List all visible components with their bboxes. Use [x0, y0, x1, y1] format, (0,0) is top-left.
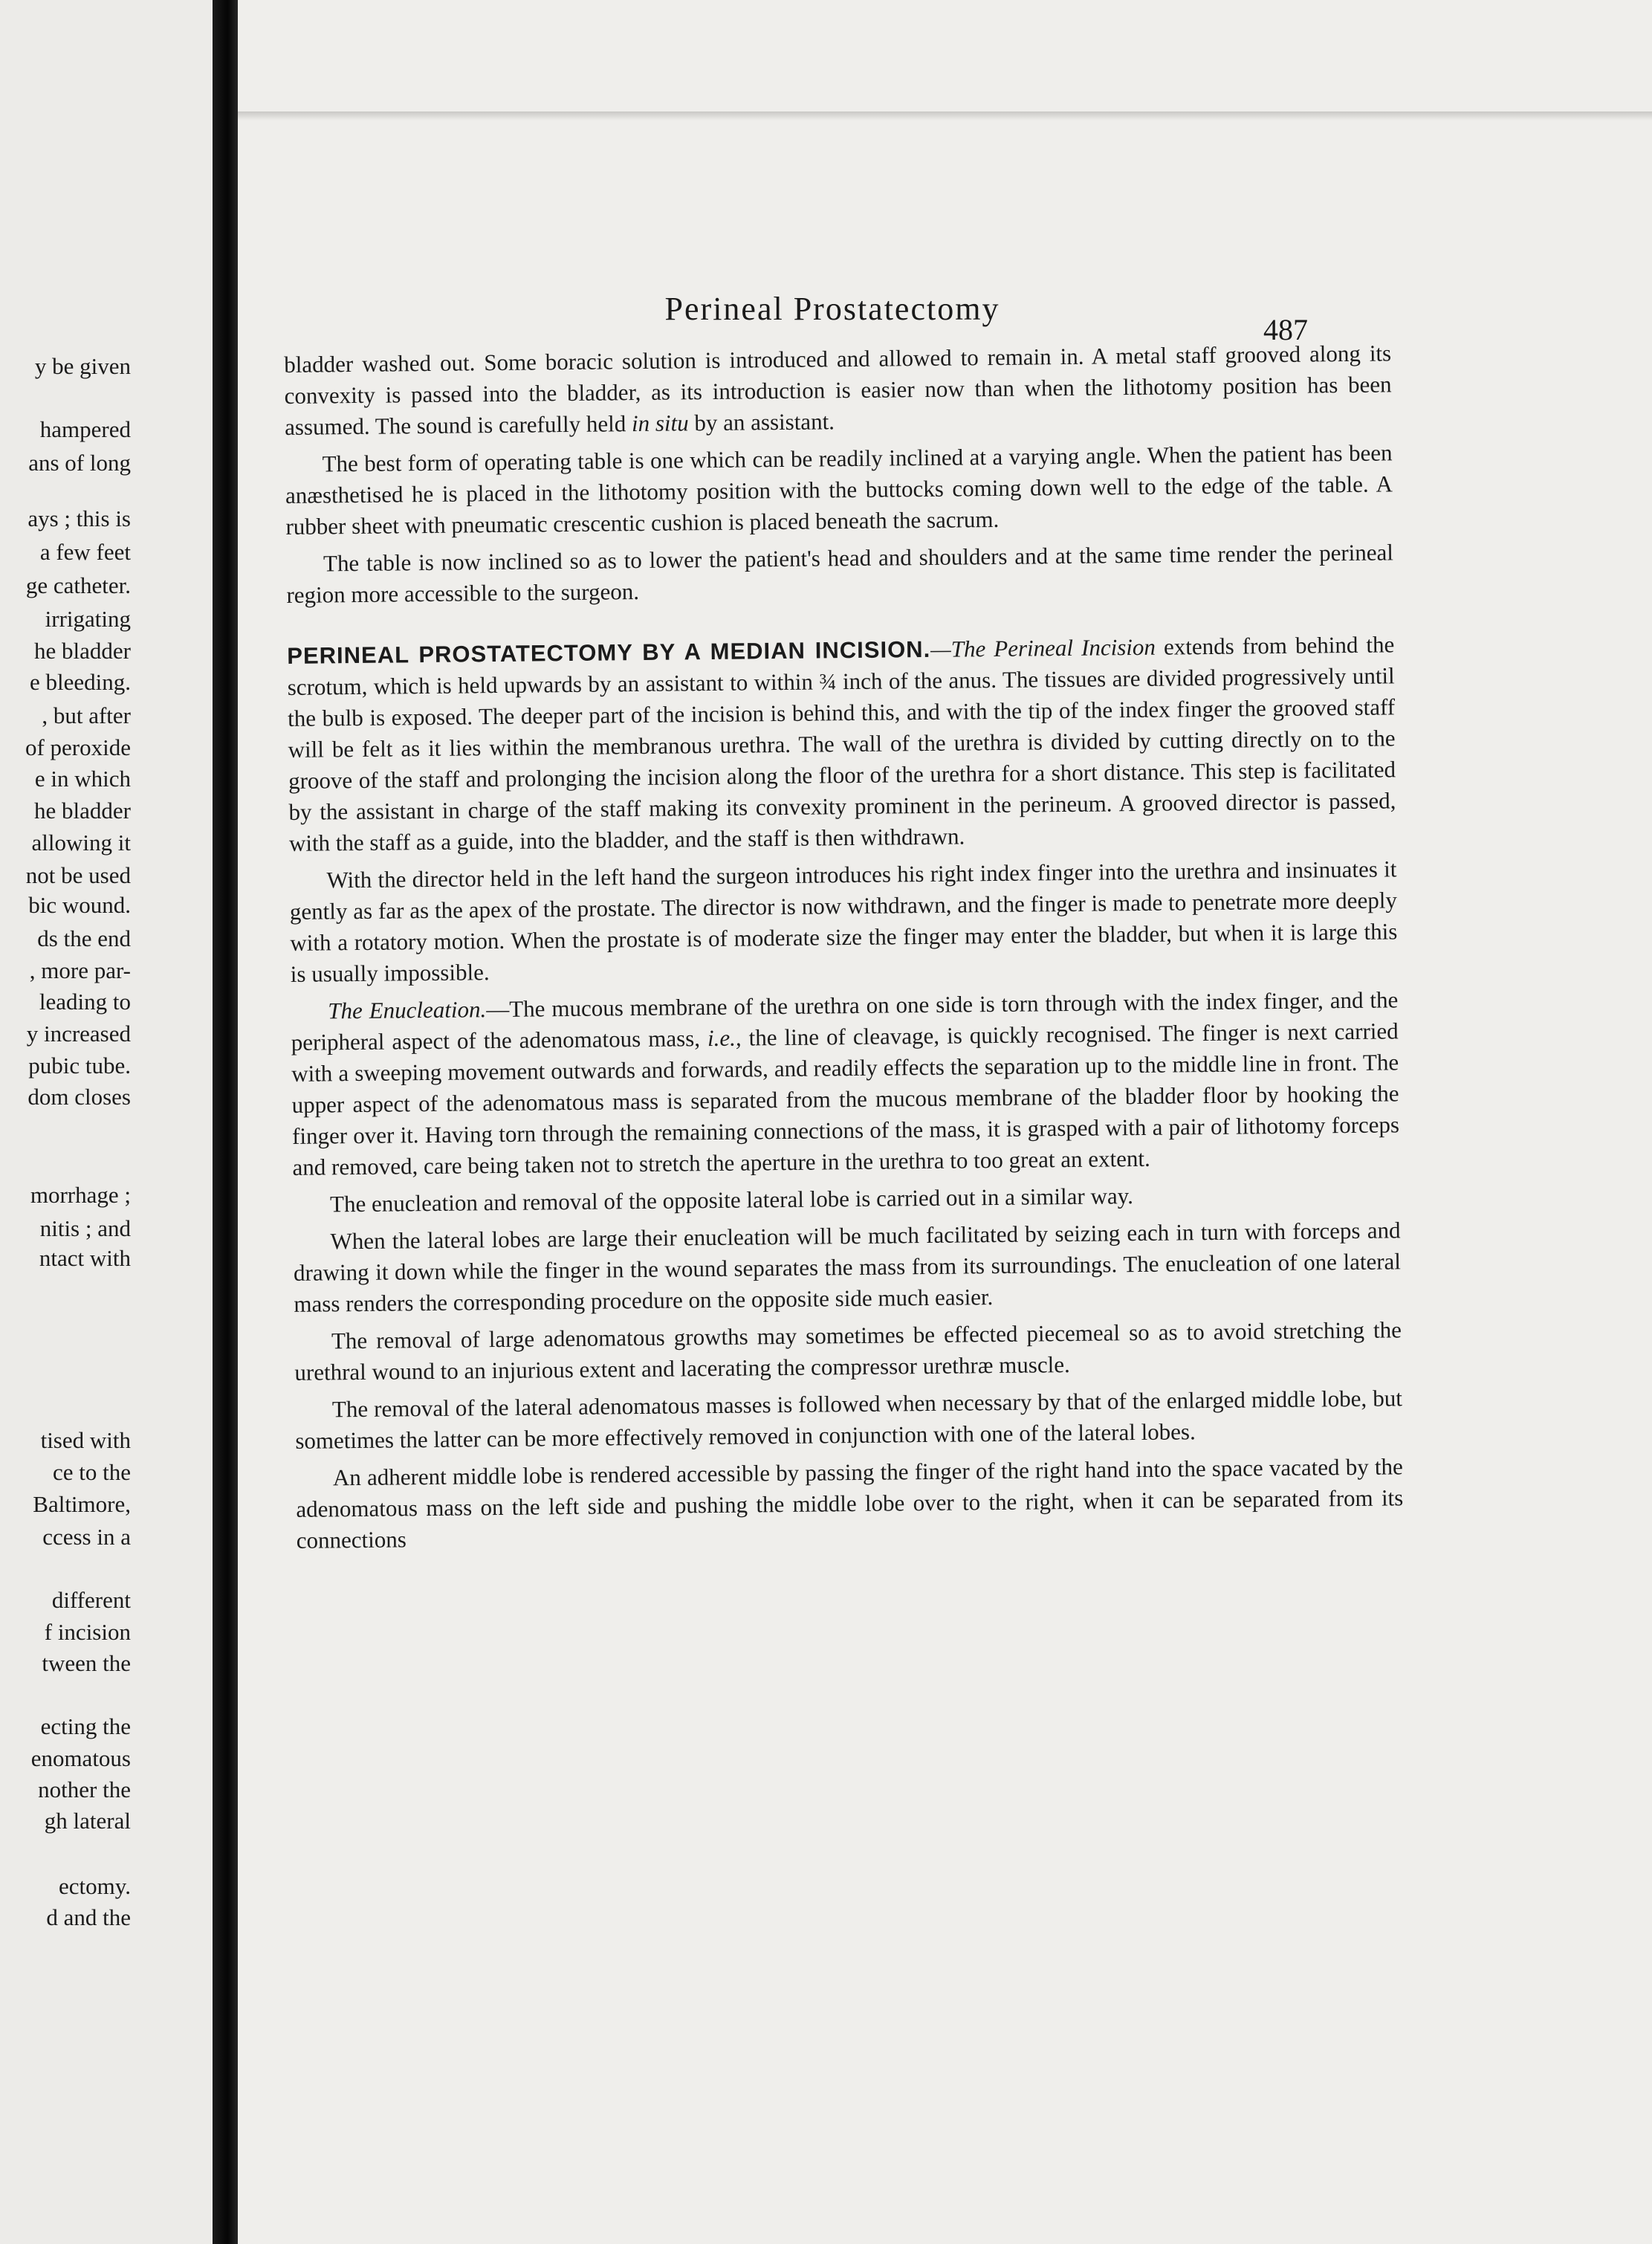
left-page-text-fragment: ays ; this is: [27, 505, 131, 531]
left-page-text-fragment: allowing it: [31, 830, 131, 856]
left-page-text-fragment: not be used: [25, 862, 131, 888]
paragraph: The Enucleation.—The mucous membrane of the urethra on one side is torn through with the index finger, and the peripheral aspect of the adenomatous mass, i.e., the line of cleavage, is quickly recognised. The finger is next carried with a sweeping movement outwards and forwards, and readily effects the separation up to the middle line in front. The upper aspect of the adenomatous mass is separated from the mucous membrane of the bladder floor by hooking the finger over it. Having torn through the remaining connections of the mass, it is grasped with a pair of lithotomy forceps and removed, care being taken not to stretch the aperture in the urethra to too great an extent.: [291, 986, 1400, 1180]
left-page-text-fragment: irrigating: [45, 606, 131, 632]
left-page-text-fragment: ccess in a: [42, 1524, 131, 1550]
left-page-text-fragment: of peroxide: [25, 734, 131, 760]
left-page-text-fragment: he bladder: [34, 638, 131, 664]
left-facing-page: [0, 0, 213, 2244]
paragraph: The enucleation and removal of the opposite lateral lobe is carried out in a similar way.: [329, 1183, 1134, 1218]
left-page-text-fragment: tween the: [42, 1650, 131, 1676]
left-page-text-fragment: nother the: [38, 1776, 131, 1802]
left-page-text-fragment: ans of long: [28, 450, 131, 476]
left-page-text-fragment: e in which: [34, 766, 131, 792]
book-page: [238, 0, 1652, 2244]
page-number: 487: [1263, 313, 1308, 346]
left-page-text-fragment: a few feet: [39, 539, 131, 565]
book-gutter: [213, 0, 238, 2244]
paragraph: The table is now inclined so as to lower the patient's head and shoulders and at the same time render the perineal region more accessible to the surgeon.: [286, 539, 1394, 608]
left-page-text-fragment: Baltimore,: [33, 1491, 131, 1517]
section-heading: PERINEAL PROSTATECTOMY BY A MEDIAN INCISION.: [287, 636, 931, 669]
section-paragraph: PERINEAL PROSTATECTOMY BY A MEDIAN INCISION.—The Perineal Incision extends from behind the scrotum, which is held upwards by an assistant to within ¾ inch of the anus. The tissues are divided progressively until the bulb is exposed. The deeper part of the incision is behind this, and with the tip of the index finger the grooved staff will be felt as it lies within the membranous urethra. The wall of the urethra is divided by cutting directly on to the groove of the staff and prolonging the incision along the floor of the urethra for a short distance. This step is facilitated by the assistant in charge of the staff making its convexity prominent in the perineum. A grooved director is passed, with the staff as a guide, into the bladder, and the staff is then withdrawn.: [287, 631, 1396, 856]
body-text: [284, 337, 1404, 1562]
left-page-text-fragment: ds the end: [37, 925, 131, 951]
left-page-text-fragment: ecting the: [40, 1713, 131, 1739]
left-page-text-fragment: enomatous: [30, 1745, 131, 1771]
paragraph: The removal of large adenomatous growths may sometimes be effected piecemeal so as to avoid stretching the urethral wound to an injurious extent and lacerating the compressor urethræ muscle.: [294, 1316, 1402, 1385]
left-page-text-fragment: tised with: [40, 1427, 131, 1453]
left-page-text-fragment: hampered: [39, 416, 131, 442]
left-page-text-fragment: y increased: [26, 1021, 131, 1047]
left-page-text-fragment: y be given: [34, 353, 131, 379]
running-header-title: Perineal Prostatectomy: [664, 291, 1000, 327]
paragraph: The removal of the lateral adenomatous masses is followed when necessary by that of the enlarged middle lobe, but sometimes the latter can be more effectively removed in conjunction with one of the lateral lobes.: [295, 1385, 1403, 1454]
left-page-text-fragment: he bladder: [34, 798, 131, 824]
left-page-text-fragment: ntact with: [39, 1245, 131, 1271]
paragraph: An adherent middle lobe is rendered accessible by passing the finger of the right hand into the space vacated by the adenomatous mass on the left side and pushing the middle lobe over to the right, when it can be separated from its connections: [296, 1453, 1404, 1553]
left-page-text-fragment: gh lateral: [44, 1808, 131, 1834]
paragraph: bladder washed out. Some boracic solution is introduced and allowed to remain in. A metal staff grooved along its convexity is passed into the bladder, as its introduction is easier now than when the lithotomy position has been assumed. The sound is carefully held in situ by an assistant.: [284, 340, 1392, 440]
left-page-text-fragment: ectomy.: [59, 1873, 131, 1899]
left-page-text-fragment: pubic tube.: [28, 1053, 131, 1079]
left-page-text-fragment: morrhage ;: [30, 1182, 131, 1208]
left-page-text-fragment: ge catheter.: [25, 572, 131, 598]
left-page-text-fragment: dom closes: [27, 1084, 131, 1110]
left-page-text-fragment: , more par-: [29, 957, 131, 983]
left-page-text-fragment: leading to: [39, 989, 131, 1015]
left-page-text-fragment: , but after: [42, 702, 131, 728]
left-page-text-fragment: different: [51, 1587, 131, 1613]
left-page-text-fragment: f incision: [44, 1619, 131, 1645]
paragraph: When the lateral lobes are large their enucleation will be much facilitated by seizing each in turn with forceps and drawing it down while the finger in the wound separates the mass from its surroundings. The enucleation of one lateral mass renders the corresponding procedure on the opposite side much easier.: [293, 1217, 1402, 1317]
left-page-text-fragment: d and the: [46, 1904, 131, 1930]
left-page-text-fragment: e bleeding.: [29, 669, 131, 695]
paragraph: The best form of operating table is one which can be readily inclined at a varying angle. When the patient has been anæsthetised he is placed in the lithotomy position with the buttocks coming down well to the edge of the table. A rubber sheet with pneumatic crescentic cushion is placed beneath the sacrum.: [285, 439, 1393, 540]
left-page-text-fragment: nitis ; and: [39, 1215, 131, 1241]
paragraph: With the director held in the left hand the surgeon introduces his right index finger into the urethra and insinuates it gently as far as the apex of the prostate. The director is now withdrawn, and the finger is made to penetrate more deeply with a rotatory motion. When the prostate is of moderate size the finger may enter the bladder, but when it is large this is usually impossible.: [289, 856, 1398, 987]
left-page-text-fragment: ce to the: [52, 1459, 131, 1485]
page-top-edge: [238, 111, 1652, 120]
subheading: The Enucleation.: [328, 996, 487, 1024]
left-page-text-fragment: bic wound.: [28, 892, 131, 918]
